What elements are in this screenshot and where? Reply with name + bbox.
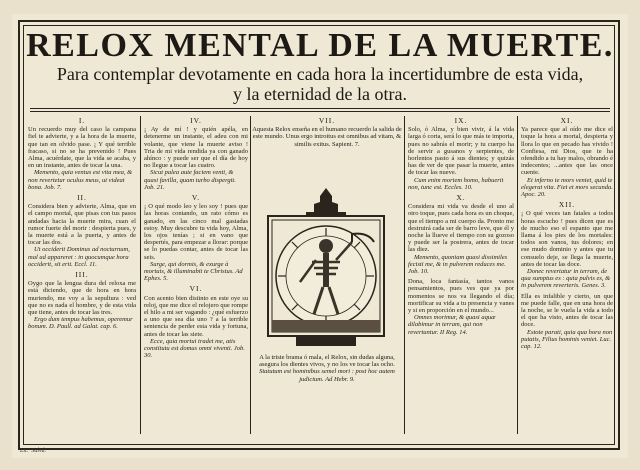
center-stanza-8 — [252, 354, 402, 385]
page-title: RELOX MENTAL DE LA MUERTE. — [26, 27, 614, 64]
stanza-text: Aquesta Relox enseña en el humano recuerdo la salida de este mundo. Unus ergo introitus est omnibus ad vitam, & similis exitus. Sapient. 7. — [252, 126, 402, 148]
stanza-number: V. — [191, 193, 201, 203]
column-divider — [250, 116, 251, 434]
broadside-sheet — [12, 14, 628, 458]
column-divider — [517, 116, 518, 434]
stanza-text: Ella es infalible y cierto, un que me puede falle, que en una hora de la noche, se le vuela la vida a todo el que ha visto, antes de tocar las doce. — [521, 292, 613, 329]
column-5 — [521, 116, 613, 353]
stanza-9 — [408, 117, 514, 191]
stanza-latin: Cum enim mortem homo, habuerit non, tunc est. Eccles. 10. — [408, 176, 504, 191]
stanza-number: III. — [75, 270, 89, 280]
stanza-3 — [28, 271, 136, 331]
stanza-11 — [521, 117, 613, 198]
stanza-number: I. — [78, 116, 86, 125]
stanza-number: XI. — [560, 116, 574, 125]
stanza-text: Dona, loca fantasía, tantos vanos pensamientos, pues ves que ya por momentos se nos va llegando el día; mortificar su vida a tu presencia y vanes y si en proporción en el mundo... — [408, 278, 514, 315]
column-4 — [408, 116, 514, 339]
stanza-12 — [521, 201, 613, 289]
column-2 — [144, 116, 248, 363]
column-1 — [28, 116, 136, 334]
skeleton-clock-icon — [256, 182, 396, 352]
stanza-latin: Estote parati, quia qua hora non putatis, Filius hominis veniet. Luc. cap. 12. — [521, 328, 613, 351]
stanza-text: Considera bien y advierte, Alma, que en el campo mortal, que pisas con tus pasos andadas hacia la muerte mira, cuan el rumor fuerte del morir : despierta pues, y la muerte está a la puerta, y antes de tocar las dos. — [28, 203, 136, 247]
stanza-text: ¡ O qué veces tan fatales a todos horas escucho ! pues dicen que es de mucho eso el espanto que me llama á los pies de los mortales: todos son vanos, tus dolores; en ese mudo dominio y antes que tu consuelo deje, se llega la muerte, antes de tocar las doce. — [521, 210, 613, 268]
stanza-text: A la triste brama ó mala, el Relox, sin dudas alguna, asegura los dientes vivos, y no los ve tocar las ocho. — [259, 354, 395, 369]
column-divider — [140, 116, 141, 434]
stanza-latin: Memento, quoniam quasi dissimiles fecisti me, & in pulverem reduces me. Job. 10. — [408, 253, 508, 276]
stanza-latin: Statutum est hominibus semel mori : post hoc autem judicium. Ad Hebr. 9. — [259, 368, 395, 383]
stanza-6 — [144, 285, 248, 359]
stanza-footer-left — [408, 278, 514, 336]
stanza-footer-right — [521, 293, 613, 351]
clock-illustration — [256, 182, 396, 352]
printer-credit: Lit.ª Salvá. — [20, 448, 47, 454]
stanza-text: ¡ O qué modo leo y leo soy ! pues que las horas contando, un rato cómo es ganado, en las cinco mal gastadas estoy. Muy descubre tu vida hoy, Alma, los ojos tenías ; si en vano que despertés, para empezar a llorar: porque se lo puedas contar, antes de tocar las seis. — [144, 203, 248, 261]
stanza-number: IX. — [454, 116, 468, 125]
stanza-4 — [144, 117, 248, 191]
stanza-text: ¡ Ay de mí ! y quién apéla, en detenerme un instante, el adeu con mi volante, que viene la muerte aviso ! Tria de mi vida rendida ya con ganado ahínco : y puede ser que el día de hoy no llegue a tocar las cuatro. — [144, 126, 248, 170]
stanza-number: X. — [456, 193, 466, 203]
center-column — [252, 116, 402, 148]
stanza-text: Con acento bien distinto en este oye su reloj, que me dice el relojero que rompe el hilo a mi ser vagando : ¿qué esfuerzo a uno que sea día uno ? a la terrible sentencia de perder esta vida y fortuna, antes de tocar las siete. — [144, 294, 248, 338]
stanza-latin: Omnes morimur, & quasi aquæ dilabimur in terram, qui non revertuntur. II Reg. 14. — [408, 314, 496, 336]
stanza-1 — [28, 117, 136, 191]
stanza-10 — [408, 194, 514, 275]
stanza-number: II. — [77, 193, 87, 203]
page-subtitle: Para contemplar devotamente en cada hora la incertidumbre de esta vida, y la eternidad de la otra. — [56, 64, 584, 104]
stanza-text: Ya parece que al oído me dice el toque la hora a mortal, despierta y llora lo que en pecado has vivido ! Confiesa, mi Dios, que te ha ofendido a tu hay malos, obrando é indecentes; ...antes que las once cuente. — [521, 126, 613, 177]
stanza-text: Solo, ó Alma, y bien vivir, á la vida larga ó corta, será lo que más te importa, pues no sabrás el morir; y tu cuerpo ha de servir a gusanos y serpientes, de horlentos pasto á sus dientes; y quizás has de ver de que pasar la muerte, antes de tocar las nueve. — [408, 126, 514, 177]
stanza-latin: Sicut palea aute faciem venti, & quasi favilla, quam turbo dispergit. Job. 21. — [144, 169, 236, 191]
stanza-latin: Memento, quia ventus est vita mea, & non revertetur oculus meus, ut videat bona. Job. 7. — [28, 169, 133, 191]
title-rule — [30, 108, 610, 109]
stanza-latin: Donec revertatur in terram, de qua sumptus es : quia pulvis es, & in pulverem reverteris. Genes. 3. — [521, 268, 611, 290]
stanza-text: Considera mi vida va desde el uno al otro toque, pues cada hora es un choque, que el tiempo a mi cuerpo da. Pronto me destruirá cada ser de barro leve, que él y noche la llueve el tiempo con su gozoso y puede ser la postrera, antes de tocar las diez. — [408, 203, 514, 254]
stanza-latin: Ut occiderit Dominus ad nocturnum, mal ad appareret : in quocumque hora occiderit, sit erit. Eccl. 11. — [28, 246, 130, 268]
stanza-latin: Ergo dum tempus habemus, operemur bonum. D. Paull. ad Galat. cap. 6. — [28, 316, 133, 331]
stanza-latin: Et inferno te mors veniet, quid te elegerat vita. Fiet et mors secunda. Apoc. 20. — [521, 176, 613, 199]
stanza-number: VI. — [189, 284, 203, 294]
stanza-5 — [144, 194, 248, 282]
column-divider — [404, 116, 405, 434]
stanza-number: XII. — [558, 200, 576, 210]
title-rule-2 — [30, 111, 610, 112]
stanza-number: VII. — [318, 116, 336, 125]
stanza-text: Un recuerdo muy del caso la campana fiel te advierte, y a la hora de la muerte, que tan en olvido pase. ¡ Y qué terrible fracaso, si no se ha prevenido ! Pues Alma, acuérdate, que la vida se acaba, y en un instante, antes de tocar la una. — [28, 126, 136, 170]
stanza-latin: Ecce, quia mortui tradet me, atis constitutu est domus omni viventi. Job. 30. — [144, 337, 245, 360]
stanza-2 — [28, 194, 136, 268]
stanza-number: IV. — [190, 116, 202, 125]
stanza-text: Oygo que la lengua dura del reloxa me está diciendo, que de hora en hora muriendo, me voy a la sepultura : ved que no es nada el hombre, y de esta vida que tiene, antes de tocar las tres. — [28, 280, 136, 317]
stanza-latin: Surge, qui dormis, & exurge à mortuis, & illuminabit te Christus. Ad Ephes. 5. — [144, 260, 243, 283]
